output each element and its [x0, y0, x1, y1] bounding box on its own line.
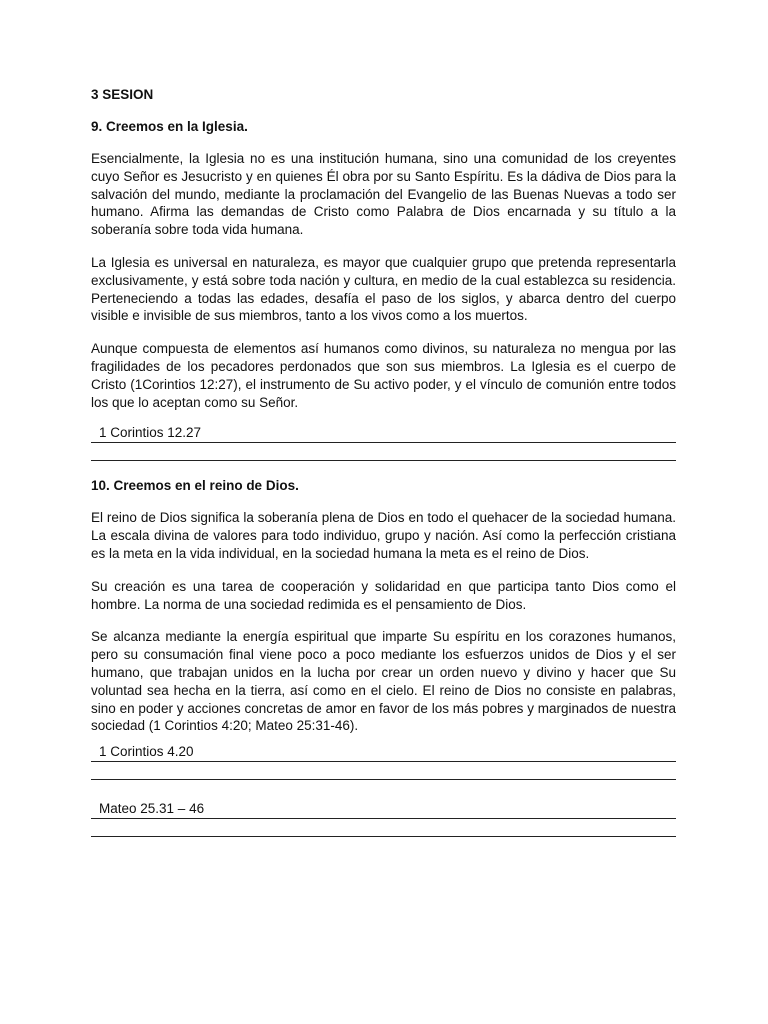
reference-line: [91, 424, 676, 443]
reference-line: [91, 743, 676, 762]
section-heading-reino: 10. Creemos en el reino de Dios.: [91, 478, 299, 494]
session-title: 3 SESION: [91, 87, 154, 102]
reference-line: [91, 800, 676, 819]
blank-writing-line: [91, 819, 676, 837]
blank-writing-line: [91, 762, 676, 780]
paragraph: El reino de Dios significa la soberanía plena de Dios en todo el quehacer de la sociedad humana. La escala divina de valores para todo individuo, grupo y nación. Así como la perfección cristiana es la meta en la vida individual, en la sociedad humana la meta es el reino de Dios.: [91, 510, 676, 561]
paragraph: Esencialmente, la Iglesia no es una institución humana, sino una comunidad de los creyentes cuyo Señor es Jesucristo y en quienes Él obra por su Santo Espíritu. Es la dádiva de Dios para la salvación del mundo, mediante la proclamación del Evangelio de las Buenas Nuevas a todo ser humano. Afirma las demandas de Cristo como Palabra de Dios encarnada y su título a la soberanía sobre toda vida humana.: [91, 151, 676, 238]
paragraph: Aunque compuesta de elementos así humanos como divinos, su naturaleza no mengua por las fragilidades de los pecadores perdonados que son sus miembros. La Iglesia es el cuerpo de Cristo (1Corintios 12:27), el instrumento de Su activo poder, y el vínculo de comunión entre todos los que lo aceptan como su Señor.: [91, 341, 676, 410]
paragraph: Se alcanza mediante la energía espiritual que imparte Su espíritu en los corazones humanos, pero su consumación final viene poco a poco mediante los esfuerzos unidos de Dios y el ser humano, que trabajan unidos en la lucha por crear un orden nuevo y divino y hacer que Su voluntad sea hecha en la tierra, así como en el cielo. El reino de Dios no consiste en palabras, sino en poder y acciones concretas de amor en favor de los más pobres y marginados de nuestra sociedad (1 Corintios 4:20; Mateo 25:31-46).: [91, 629, 676, 734]
paragraph: La Iglesia es universal en naturaleza, es mayor que cualquier grupo que pretenda representarla exclusivamente, y está sobre toda nación y cultura, en medio de la cual establezca su residencia. Perteneciendo a todas las edades, desafía el paso de los siglos, y abarca dentro del cuerpo visible e invisible de sus miembros, tanto a los vivos como a los muertos.: [91, 254, 676, 324]
reference-text: Mateo 25.31 – 46: [99, 801, 205, 817]
reference-text: 1 Corintios 4.20: [99, 744, 194, 760]
reference-text: 1 Corintios 12.27: [99, 425, 202, 441]
blank-writing-line: [91, 443, 676, 461]
document-page: [91, 86, 676, 837]
paragraph: Su creación es una tarea de cooperación y solidaridad en que participa tanto Dios como el hombre. La norma de una sociedad redimida es el pensamiento de Dios.: [91, 578, 676, 612]
section-heading-iglesia: 9. Creemos en la Iglesia.: [91, 119, 248, 134]
reference-notes-iglesia: [91, 424, 676, 461]
reference-notes-reino: [91, 743, 676, 837]
